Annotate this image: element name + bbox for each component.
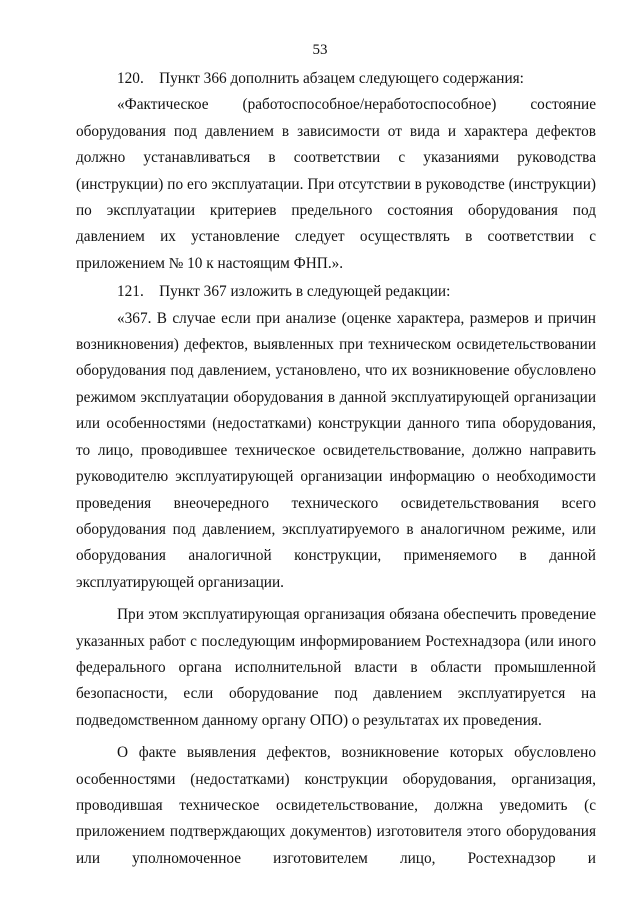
page-number: 53 <box>312 42 328 58</box>
paragraph-operator-obligation: При этом эксплуатирующая организация обязана обеспечить проведение указанных работ с последующим информированием Ростехнадзора (или иного федерального органа исполнительной власти в области промышленной безопасности, если оборудование под давлением эксплуатируется на подведомственном данному органу ОПО) о результатах их проведения. <box>76 606 596 729</box>
paragraph-item-120: 120. Пункт 366 дополнить абзацем следующего содержания: <box>117 70 524 87</box>
paragraph-item-121: 121. Пункт 367 изложить в следующей редакции: <box>117 283 451 301</box>
paragraph-item-120-quote: «Фактическое (работоспособное/неработоспособное) состояние оборудования под давлением в зависимости от вида и характера дефектов должно устанавливаться в соответствии с указаниями руководства (инструкции) по его эксплуатации. При отсутствии в руководстве (инструкции) по эксплуатации критериев предельного состояния оборудования под давлением их установление следует осуществлять в соответствии с приложением № 10 к настоящим ФНП.». <box>76 96 596 272</box>
paragraph-defect-notification: О факте выявления дефектов, возникновение которых обусловлено особенностями (недостатками) конструкции оборудования, организация, проводившая техническое освидетельствование, должна уведомить (с приложением подтверждающих документов) изготовителя этого оборудования или уполномоченное изготовителем лицо, Ростехнадзор и <box>76 744 596 867</box>
document-body <box>76 66 596 872</box>
paragraph-item-367-quote: «367. В случае если при анализе (оценке характера, размеров и причин возникновения) дефектов, выявленных при техническом освидетельствовании оборудования под давлением, установлено, что их возникновение обусловлено режимом эксплуатации оборудования в данной эксплуатирующей организации или особенностями (недостатками) конструкции данного типа оборудования, то лицо, проводившее техническое освидетельствование, должно направить руководителю эксплуатирующей организации информацию о необходимости проведения внеочередного технического освидетельствования всего оборудования под давлением, эксплуатируемого в аналогичном режиме, или оборудования аналогичной конструкции, применяемого в данной эксплуатирующей организации. <box>76 309 596 591</box>
